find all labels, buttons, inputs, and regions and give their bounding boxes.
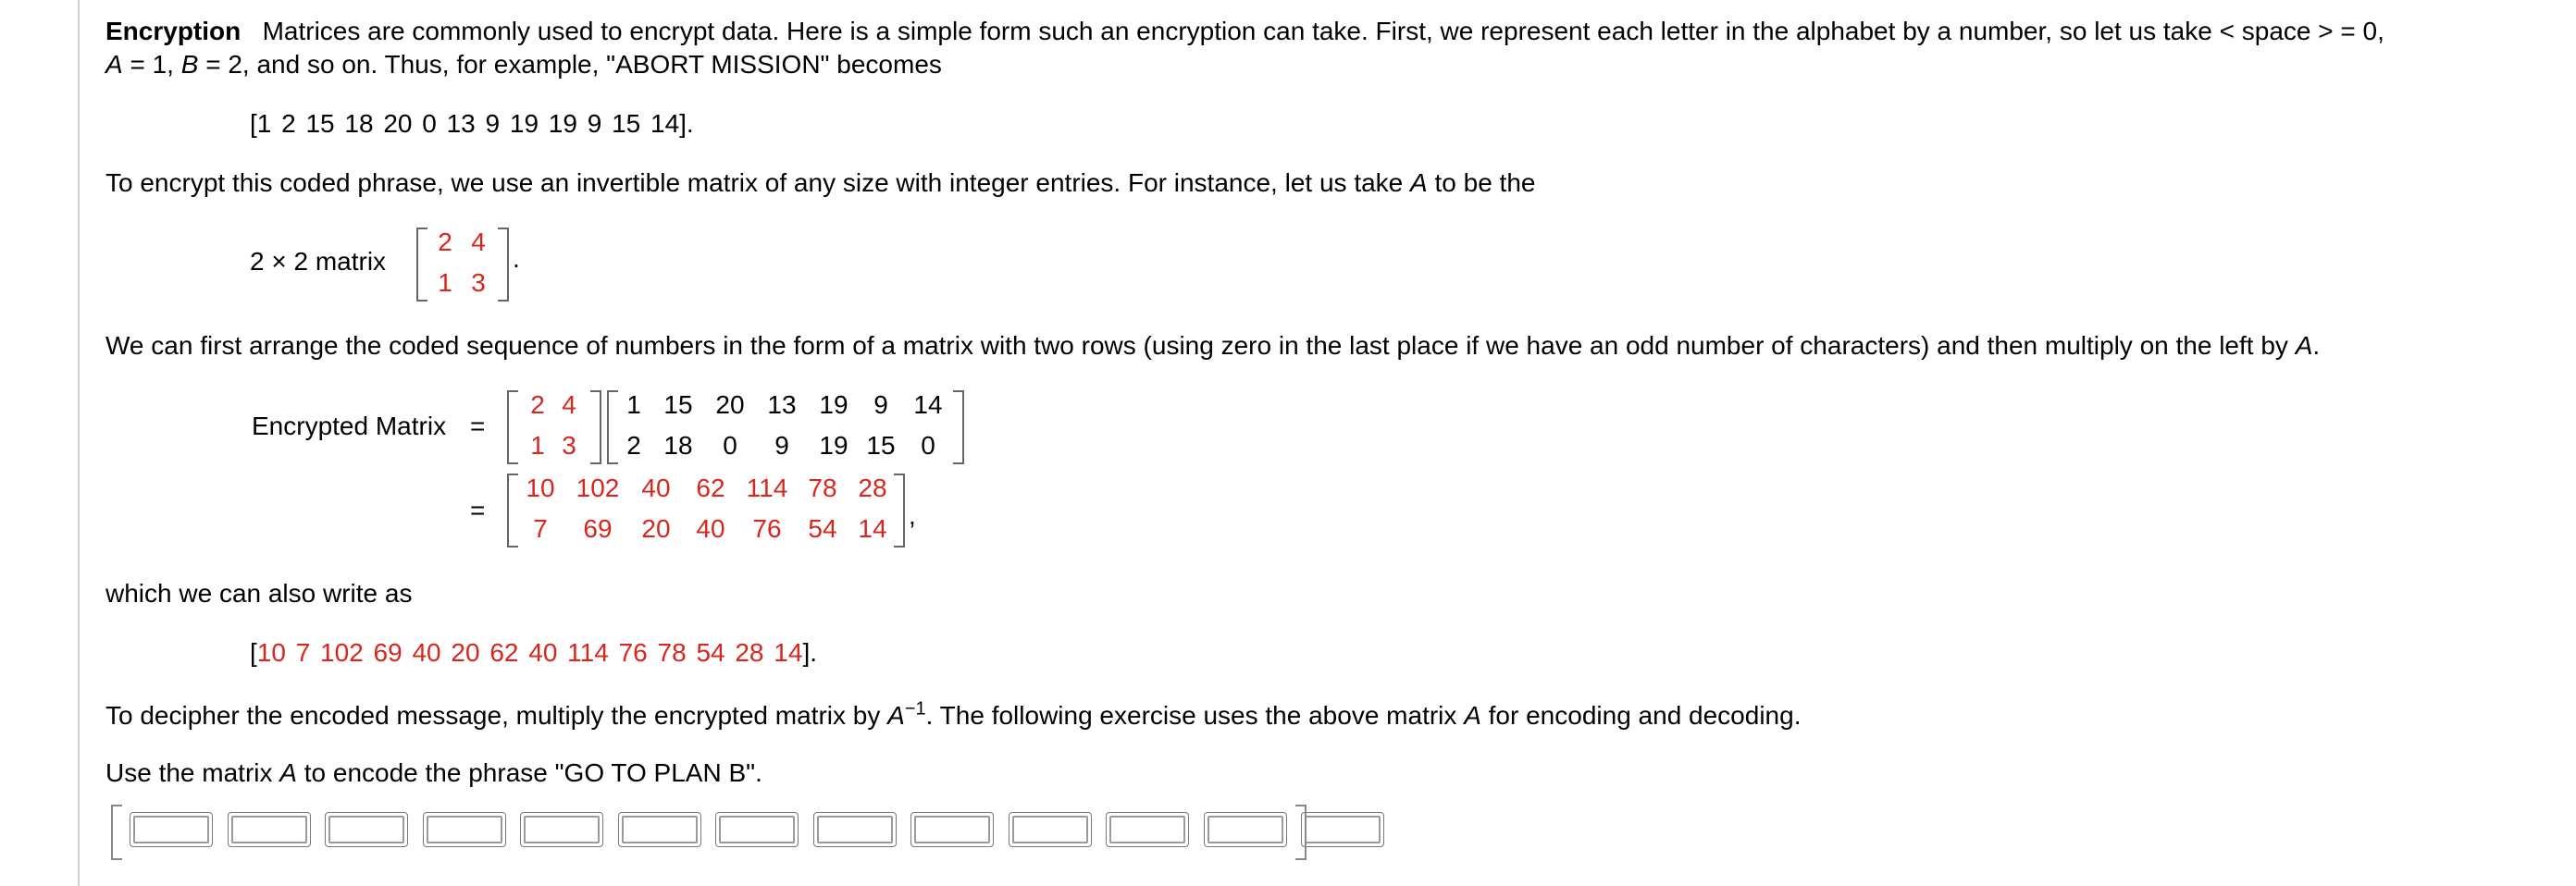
matrix-cell: 62 [696, 474, 725, 502]
answer-input-9[interactable] [910, 812, 994, 847]
paragraph-task: Use the matrix A to encode the phrase "GO TO PLAN B". [105, 758, 762, 787]
matrix-cell: 15 [866, 431, 896, 460]
left-bracket [416, 228, 427, 301]
matrix-a-factor [507, 388, 600, 462]
matrix-cell: 2 [438, 228, 452, 256]
paragraph-also-write: which we can also write as [105, 579, 413, 608]
matrix-cell: 3 [471, 268, 486, 297]
matrix-cell: 19 [819, 390, 848, 419]
matrix-cell: 14 [913, 390, 943, 419]
matrix-cell: 0 [723, 431, 737, 460]
answer-input-11[interactable] [1106, 812, 1189, 847]
equals-sign: = [470, 496, 486, 524]
paragraph-decipher: To decipher the encoded message, multiply the encrypted matrix by $A^{-1}$. The following exercise uses the above matrix A for encoding and decoding. [105, 698, 1802, 730]
matrix-cell: 13 [767, 390, 797, 419]
right-bracket [590, 390, 601, 464]
matrix-cell: 1 [438, 268, 452, 297]
encrypted-sequence: [10 7 102 69 40 20 62 40 114 76 78 54 28 14]. [250, 638, 817, 667]
matrix-cell: 76 [752, 514, 782, 543]
paragraph-arrange: We can first arrange the coded sequence of numbers in the form of a matrix with two rows (using zero in the last place if we have an odd number of characters) and then multiply on the left by A. [105, 331, 2321, 360]
matrix-cell: 2 [530, 390, 545, 419]
matrix-cell: 7 [533, 514, 548, 543]
matrix-cell: 3 [562, 431, 576, 460]
matrix-cell: 19 [819, 431, 848, 460]
paragraph-encrypt: To encrypt this coded phrase, we use an invertible matrix of any size with integer entries. For instance, let us take A to be the [105, 168, 1536, 197]
matrix-cell: 28 [858, 474, 887, 502]
matrix-cell: 10 [526, 474, 555, 502]
matrix-cell: 69 [583, 514, 613, 543]
answer-input-1[interactable] [130, 812, 213, 847]
matrix-cell: 114 [746, 474, 788, 502]
matrix-cell: 1 [626, 390, 641, 419]
matrix-cell: 20 [715, 390, 745, 419]
coded-sequence: [1 2 15 18 20 0 13 9 19 19 9 15 14]. [250, 109, 694, 138]
equals-sign: = [470, 412, 486, 440]
matrix-cell: 4 [562, 390, 576, 419]
left-bracket [607, 390, 618, 464]
right-bracket [953, 390, 964, 464]
right-bracket [498, 228, 509, 301]
matrix-cell: 40 [641, 474, 671, 502]
answer-input-2[interactable] [228, 812, 311, 847]
answer-input-4[interactable] [423, 812, 506, 847]
matrix-cell: 2 [626, 431, 641, 460]
matrix-cell: 54 [808, 514, 837, 543]
matrix-label: 2 × 2 matrix [250, 247, 387, 276]
answer-input-8[interactable] [813, 812, 897, 847]
period: . [513, 244, 520, 273]
answer-input-3[interactable] [325, 812, 408, 847]
result-matrix [507, 472, 905, 546]
matrix-cell: 14 [858, 514, 887, 543]
left-bracket [507, 390, 518, 464]
section-heading: Encryption [105, 17, 242, 45]
answer-left-bracket [111, 805, 122, 860]
intro-line-1: Encryption Matrices are commonly used to encrypt data. Here is a simple form such an encryption can take. First, we represent each letter in the alphabet by a number, so let us take < space > = 0, [105, 17, 2384, 45]
answer-input-6[interactable] [618, 812, 701, 847]
answer-input-13[interactable] [1301, 812, 1384, 847]
matrix-cell: 40 [696, 514, 725, 543]
matrix-cell: 15 [663, 390, 693, 419]
matrix-cell: 9 [774, 431, 789, 460]
encrypted-matrix-label: Encrypted Matrix [252, 412, 447, 440]
matrix-a [416, 226, 509, 300]
comma: , [909, 501, 916, 530]
matrix-cell: 102 [576, 474, 620, 502]
intro-line-2: A = 1, B = 2, and so on. Thus, for example, "ABORT MISSION" becomes [105, 50, 942, 79]
left-bracket [507, 474, 518, 548]
matrix-cell: 78 [808, 474, 837, 502]
answer-right-bracket [1295, 805, 1307, 860]
coded-matrix [607, 388, 962, 462]
matrix-cell: 20 [641, 514, 671, 543]
matrix-cell: 4 [471, 228, 486, 256]
matrix-cell: 1 [530, 431, 545, 460]
answer-input-7[interactable] [715, 812, 799, 847]
answer-input-12[interactable] [1204, 812, 1287, 847]
right-bracket [894, 474, 905, 548]
matrix-cell: 9 [873, 390, 888, 419]
answer-input-5[interactable] [520, 812, 603, 847]
matrix-cell: 0 [921, 431, 935, 460]
answer-input-10[interactable] [1009, 812, 1092, 847]
matrix-cell: 18 [663, 431, 693, 460]
content-left-border [78, 0, 80, 886]
